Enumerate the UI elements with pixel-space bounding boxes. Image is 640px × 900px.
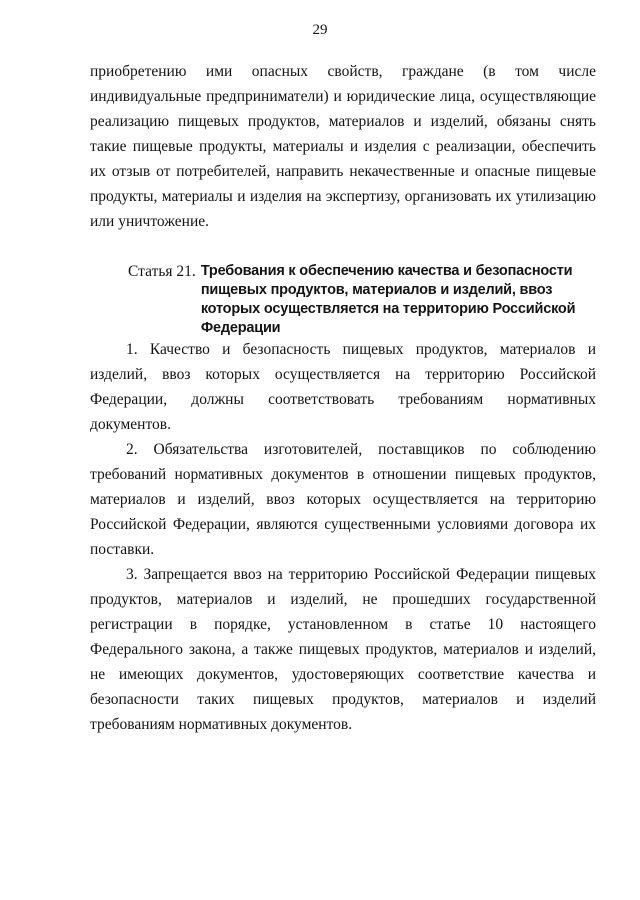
- intro-paragraph: приобретению ими опасных свойств, граждане (в том числе индивидуальные предприниматели) и юридические лица, осуществляющие реализацию пищевых продуктов, материалов и изделий, обязаны снять такие пищевые продукты, материалы и изделия с реализации, обеспечить их отзыв от потребителей, направить некачественные и опасные пищевые продукты, материалы и изделия на экспертизу, организовать их утилизацию или уничтожение.: [90, 63, 596, 230]
- article-point: 3. Запрещается ввоз на территорию Российской Федерации пищевых продуктов, материалов и изделий, не прошедших государственной регистрации в порядке, установленном в статье 10 настоящего Федерального закона, а также пищевых продуктов, материалов и изделий, не имеющих документов, удостоверяющих соответствие качества и безопасности таких пищевых продуктов, материалов и изделий требованиям нормативных документов.: [90, 566, 596, 733]
- article-heading: [128, 262, 608, 338]
- article-point: 2. Обязательства изготовителей, поставщиков по соблюдению требований нормативных документов в отношении пищевых продуктов, материалов и изделий, ввоз которых осуществляется на территорию Российской Федерации, являются существенными условиями договора их поставки.: [90, 441, 596, 558]
- article-points: [90, 337, 596, 737]
- article-label: Статья 21.: [128, 263, 196, 280]
- article-title: Требования к обеспечению качества и безопасности пищевых продуктов, материалов и изделий, ввоз которых осуществляется на территорию Российской Федерации: [200, 263, 576, 336]
- article-point: 1. Качество и безопасность пищевых продуктов, материалов и изделий, ввоз которых осуществляется на территорию Российской Федерации, должны соответствовать требованиям нормативных документов.: [90, 341, 596, 433]
- page-number: 29: [312, 22, 328, 38]
